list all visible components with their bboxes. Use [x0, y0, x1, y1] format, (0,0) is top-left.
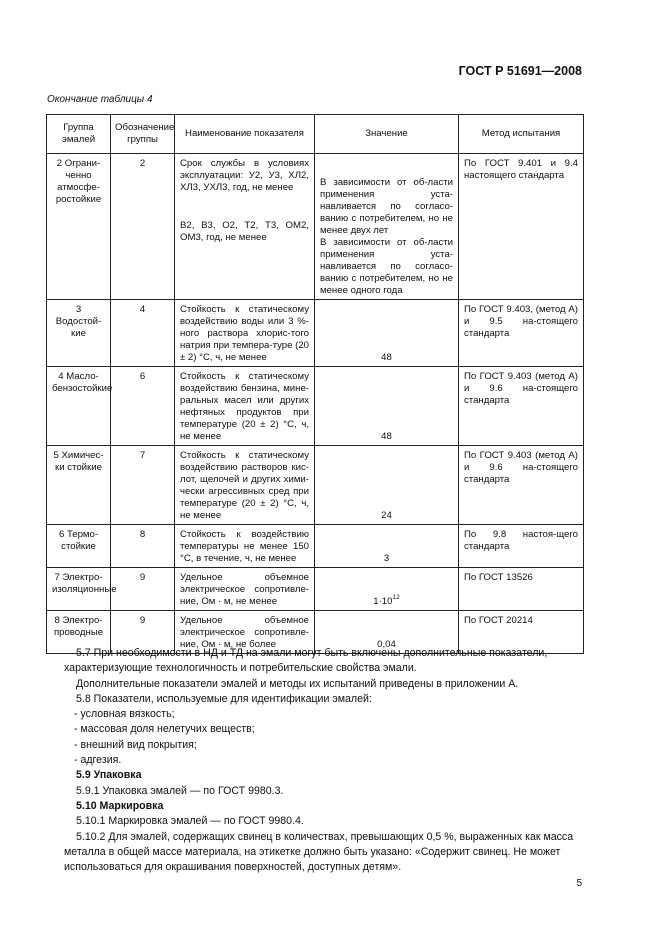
- method-cell: По ГОСТ 20214: [459, 611, 584, 654]
- indicator-cell: Удельное объемное электрическое сопротивле-ние, Ом · м, не более: [175, 611, 315, 654]
- method-cell: По 9.8 настоя-щего стандарта: [459, 525, 584, 568]
- requirements-table: [46, 114, 584, 654]
- code-cell: 4: [111, 300, 175, 367]
- value-cell: 48: [315, 367, 459, 446]
- method-cell: По ГОСТ 9.403 (метод А) и 9.6 на-стоящего стандарта: [459, 367, 584, 446]
- bullet-item: - внешний вид покрытия;: [74, 738, 197, 751]
- table-row: [47, 525, 584, 568]
- indicator-cell: Стойкость к воздействию температуры не менее 150 °С, в течение, ч, не менее: [175, 525, 315, 568]
- value-cell: 48: [315, 300, 459, 367]
- standard-header: ГОСТ Р 51691—2008: [458, 64, 582, 78]
- code-cell: 7: [111, 446, 175, 525]
- group-cell: 4 Масло-бензостойкие: [47, 367, 111, 446]
- table-row: [47, 154, 584, 300]
- value-cell: [315, 154, 459, 300]
- value-cell: [315, 568, 459, 611]
- group-cell: 5 Химичес-ки стойкие: [47, 446, 111, 525]
- column-header: Наименование показателя: [175, 115, 315, 154]
- code-cell: 9: [111, 611, 175, 654]
- code-cell: 2: [111, 154, 175, 300]
- paragraph-5-7: 5.7 При необходимости в НД и ТД на эмали могут быть включены дополнительные показатели, характеризующие технологичность и потребительские свойства эмали.: [64, 647, 548, 675]
- column-header: Значение: [315, 115, 459, 154]
- paragraph-5-10-2: 5.10.2 Для эмалей, содержащих свинец в количествах, превышающих 0,5 %, выраженных как масса металла в общей массе материала, на этикетке должно быть указано: «Содержит свинец. Не может использоваться для окрашивания поверхностей, доступных детям».: [64, 830, 574, 874]
- bullet-item: - массовая доля нелетучих веществ;: [74, 723, 255, 736]
- code-cell: 8: [111, 525, 175, 568]
- value-text: В зависимости от об-ласти применения уста-навливается по согласо-ванию с потребителем, но не менее двух лет: [320, 177, 453, 236]
- table-row: [47, 300, 584, 367]
- code-cell: 9: [111, 568, 175, 611]
- value-base: 1·10: [373, 596, 393, 607]
- table-row: [47, 367, 584, 446]
- section-heading-5-9: 5.9 Упаковка: [76, 769, 142, 782]
- section-heading-5-10: 5.10 Маркировка: [76, 799, 164, 812]
- value-cell: 0,04: [315, 611, 459, 654]
- paragraph-5-8: 5.8 Показатели, используемые для идентификации эмалей:: [76, 692, 372, 705]
- value-cell: 3: [315, 525, 459, 568]
- indicator-cell: Стойкость к статическому воздействию воды или 3 %-ного раствора хлорис-того натрия при темпера-туре (20 ± 2) °С, ч, не менее: [175, 300, 315, 367]
- value-exponent: 12: [392, 594, 400, 601]
- method-cell: По ГОСТ 9.403 (метод А) и 9.6 на-стоящего стандарта: [459, 446, 584, 525]
- bullet-item: - адгезия.: [74, 754, 122, 767]
- column-header: Метод испытания: [459, 115, 584, 154]
- group-cell: 3 Водостой-кие: [47, 300, 111, 367]
- table-caption: Окончание таблицы 4: [47, 94, 153, 105]
- table-row: [47, 568, 584, 611]
- group-cell: 8 Электро-проводные: [47, 611, 111, 654]
- method-cell: По ГОСТ 9.401 и 9.4 настоящего стандарта: [459, 154, 584, 300]
- method-cell: По ГОСТ 9.403, (метод А) и 9.5 на-стоящего стандарта: [459, 300, 584, 367]
- bullet-item: - условная вязкость;: [74, 708, 175, 721]
- body-text: [64, 646, 586, 875]
- paragraph-5-10-1: 5.10.1 Маркировка эмалей — по ГОСТ 9980.4.: [76, 815, 304, 828]
- group-cell: 2 Ограни-ченно атмосфе-ростойкие: [47, 154, 111, 300]
- indicator-text: В2, В3, О2, Т2, Т3, ОМ2, ОМ3, год, не менее: [180, 220, 309, 243]
- group-cell: 7 Электро-изоляционные: [47, 568, 111, 611]
- page-number: 5: [576, 878, 582, 889]
- indicator-cell: Стойкость к статическому воздействию растворов кис-лот, щелочей и других хими-чески агрессивных сред при температуре (20 ± 2) °С, ч, не менее: [175, 446, 315, 525]
- value-text: В зависимости от об-ласти применения уста-навливается по согласо-ванию с потребителем, но не менее одного года: [320, 237, 453, 296]
- paragraph-5-9-1: 5.9.1 Упаковка эмалей — по ГОСТ 9980.3.: [76, 784, 284, 797]
- group-cell: 6 Термо-стойкие: [47, 525, 111, 568]
- indicator-cell: [175, 154, 315, 300]
- paragraph-5-7-additional: Дополнительные показатели эмалей и методы их испытаний приведены в приложении А.: [76, 677, 519, 690]
- table-row: [47, 446, 584, 525]
- table-header-row: [47, 115, 584, 154]
- indicator-text: Срок службы в условиях эксплуатации: У2, У3, ХЛ2, ХЛ3, УХЛ3, год, не менее: [180, 158, 309, 193]
- column-header: Обозначение группы: [111, 115, 175, 154]
- value-cell: 24: [315, 446, 459, 525]
- code-cell: 6: [111, 367, 175, 446]
- indicator-cell: Стойкость к статическому воздействию бензина, мине-ральных масел или других нефтяных продуктов при температуре (20 ± 2) °С, ч, не менее: [175, 367, 315, 446]
- indicator-cell: Удельное объемное электрическое сопротивле-ние, Ом · м, не менее: [175, 568, 315, 611]
- column-header: Группа эмалей: [47, 115, 111, 154]
- method-cell: По ГОСТ 13526: [459, 568, 584, 611]
